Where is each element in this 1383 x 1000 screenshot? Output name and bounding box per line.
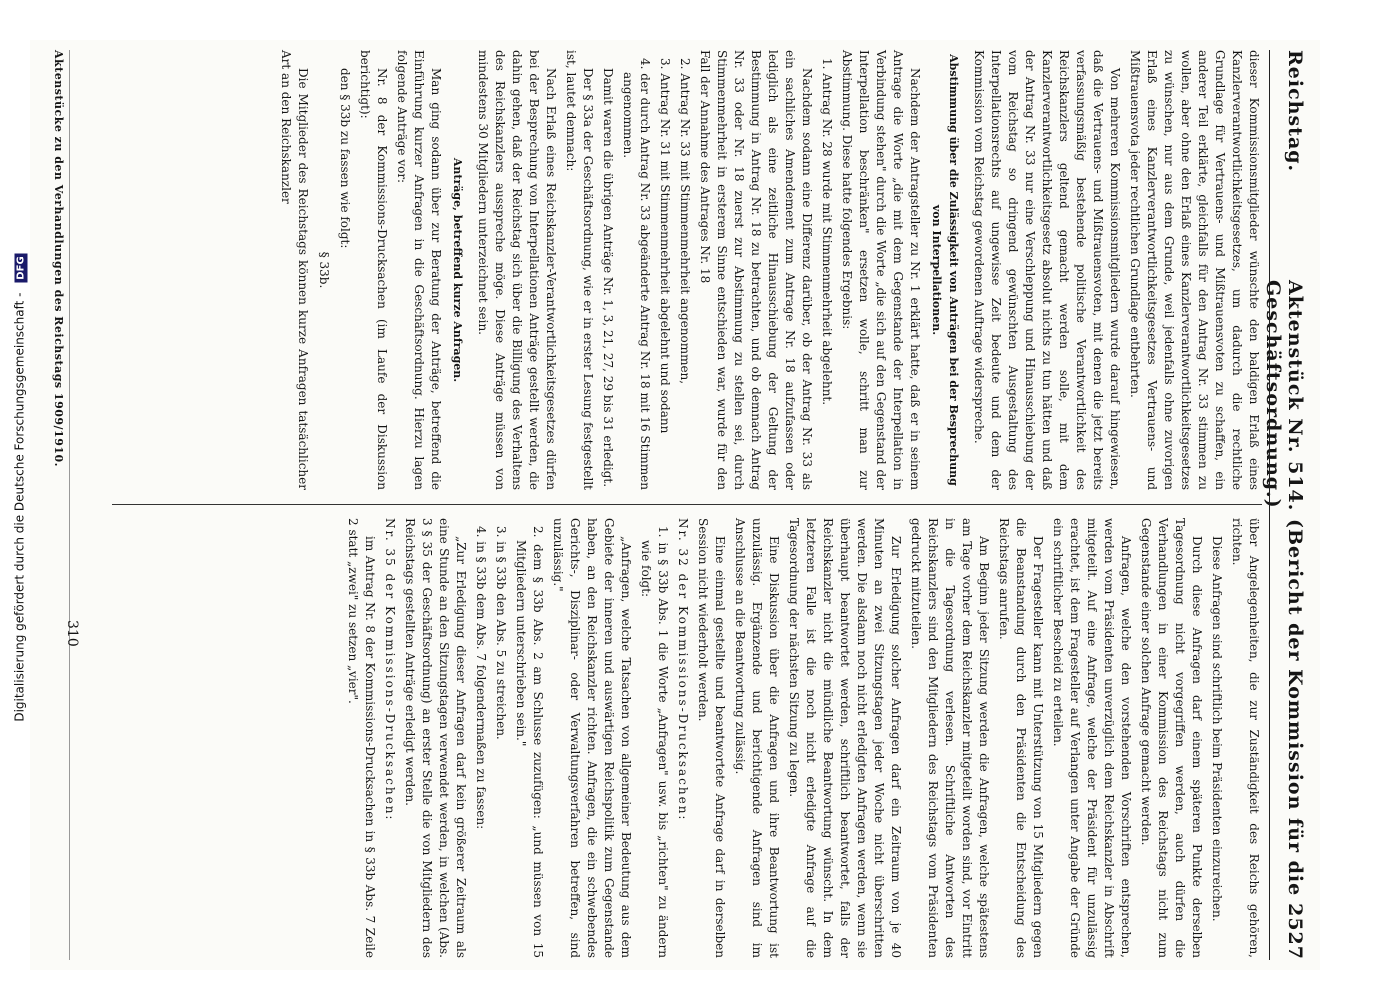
- paragraph: Zur Erledigung solcher Anfragen darf ein Zeitraum von je 40 Minuten an zwei Sitzungstagen jeder Woche nicht überschritten werden. Die alsdann noch nicht erledigten Anfragen werden, wenn sie überhaupt beantwortet werden, schriftlich beantwortet, falls der Reichskanzler nicht die mündliche Beantwortung wünscht. In dem letzteren Falle ist die noch nicht erledigte Anfrage auf die Tagesordnung der nächsten Sitzung zu legen.: [787, 518, 903, 958]
- paragraph: Nachdem der Antragsteller zu Nr. 1 erklärt hatte, daß er in seinem Antrage die Worte „die mit dem Gegenstande der Interpellation in Verbindung stehen" durch die Worte „die sich auf den Gegenstand der Interpellation beschränken" ersetzen wolle, schritt man zur Abstimmung. Diese hatte folgendes Ergebnis:: [840, 50, 922, 490]
- dfg-logo: DFG: [15, 253, 28, 282]
- section-number: § 33b.: [317, 251, 331, 289]
- page-footer: Aktenstücke zu den Verhandlungen des Reichstags 1909/1910.: [52, 50, 65, 467]
- left-column: [102, 50, 1262, 490]
- paragraph: Der § 33a der Geschäftsordnung, wie er in erster Lesung festgestellt ist, lautet demnach:: [564, 50, 595, 490]
- paragraph: Diese Anfragen sind schriftlich beim Präsidenten einzureichen.: [1210, 536, 1224, 922]
- section-heading: Abstimmung über die Zulässigkeit von Anträgen bei der Besprechung von Interpellationen.: [930, 54, 960, 486]
- quoted-paragraph: „Zur Erledigung dieser Anfragen darf kein größerer Zeitraum als eine Stunde an den Sitzungstagen verwendet werden, in welchen (Abs. 3 § 35 der Geschäftsordnung) an erster Stelle die von Mitgliedern des Reichstags gestellten Anträge erledigt werden.: [403, 518, 468, 958]
- list-item: 2. Antrag Nr. 33 mit Stimmenmehrheit angenommen,: [678, 58, 692, 385]
- header-left: Reichstag.: [1284, 50, 1306, 173]
- paragraph: Man ging sodann über zur Beratung der Anträge, betreffend die Einführung kurzer Anfragen in die Geschäftsordnung. Hierzu lagen folgende Anträge vor:: [395, 50, 443, 490]
- digitization-credit: [13, 0, 28, 978]
- section-heading: Anträge, betreffend kurze Anfragen.: [451, 157, 464, 383]
- list-item: 3. in § 33b den Abs. 5 zu streichen.: [494, 526, 508, 740]
- footer-page-number: 310: [64, 620, 80, 647]
- list-item: 1. Antrag Nr. 28 wurde mit Stimmenmehrheit abgelehnt.: [820, 58, 834, 406]
- paragraph: den § 33b zu fassen wie folgt:: [338, 68, 352, 249]
- list-item: 4. in § 33b dem Abs. 7 folgendermaßen zu fassen:: [474, 526, 488, 830]
- page-header: [1262, 50, 1306, 960]
- scanned-document-page: [30, 40, 1320, 970]
- quoted-paragraph: Nach Erlaß eines Reichskanzler-Verantwortlichkeitsgesetzes dürfen bei der Besprechung von Interpellationen Anträge gestellt werden, die dahin gehen, daß der Reichstag sich über die Billigung des Verhaltens des Reichskanzlers ausspreche möge. Diese Anträge müssen von mindestens 30 Mitgliedern unterzeichnet sein.: [476, 50, 558, 490]
- paragraph: Nr. 35 der Kommissions-Drucksachen:: [383, 518, 397, 822]
- paragraph: Durch diese Anfragen darf einem späteren Punkte derselben Tagesordnung nicht vorgegriffen werden, auch dürfen die Verhandlungen in einer Kommission des Reichstags nicht zum Gegenstande einer solchen Anfrage gemacht werden.: [1139, 518, 1204, 958]
- paragraph: über Angelegenheiten, die zur Zuständigkeit des Reichs gehören, richten.: [1230, 518, 1261, 958]
- rotated-page: [30, 40, 1320, 970]
- paragraph: Anfragen, welche den vorstehenden Vorschriften entsprechen, werden vom Präsidenten unverzüglich dem Reichskanzler in Abschrift mitgeteilt. Auf eine Anfrage, welche der Präsident für unzulässig erachtet, ist dem Fragesteller auf Verlangen unter Angabe der Gründe ein schriftlicher Bescheid zu erteilen.: [1051, 518, 1133, 958]
- paragraph: Der Fragesteller kann mit Unterstützung von 15 Mitgliedern gegen die Beanstandung durch den Präsidenten die Entscheidung des Reichstags anrufen.: [997, 518, 1045, 958]
- paragraph: im Antrag Nr. 8 der Kommissions-Drucksachen in § 33b Abs. 7 Zeile 2 statt „zwei" zu setzen „vier".: [346, 518, 377, 958]
- paragraph: Die Mitglieder des Reichstags können kurze Anfragen tatsächlicher Art an den Reichskanzler: [279, 50, 310, 490]
- column-divider: [112, 504, 1262, 505]
- header-title: Aktenstück Nr. 514. (Bericht der Kommission für die Geschäftsordnung.): [1262, 280, 1306, 897]
- paragraph: Eine einmal gestellte und beantwortete Anfrage darf in derselben Session nicht wiederholt werden.: [696, 518, 727, 958]
- right-column: [102, 518, 1262, 958]
- paragraph: Von mehreren Kommissionsmitgliedern wurde darauf hingewiesen, daß die Vertrauens- und Mißtrauensvoten, mit denen die jetzt bereits verfassungsmäßig bestehende politische Verantwortlichkeit des Reichskanzlers geltend gemacht werden solle, mit dem Kanzlerverantwortlichkeitsgesetz absolut nichts zu tun hätten und daß der Antrag Nr. 33 nur eine Verschleppung und Hinausschiebung der vom Reichstag so dringend gewünschten Ausgestaltung des Interpellationsrechts auf ungewisse Zeit bedeute und dem der Kommission vom Reichstag gewordenen Auftrage widerspreche.: [972, 50, 1122, 490]
- paragraph: Damit waren die übrigen Anträge Nr. 1, 3, 21, 27, 29 bis 31 erledigt.: [601, 68, 615, 488]
- list-item: 4. der durch Antrag Nr. 33 abgeänderte Antrag Nr. 18 mit 16 Stimmen angenommen.: [621, 58, 652, 490]
- list-item: 1. in § 33b Abs. 1 die Worte „Anfragen" usw. bis „richten" zu ändern wie folgt:: [639, 526, 670, 958]
- list-item: 3. Antrag Nr. 31 mit Stimmenmehrheit abgelehnt und sodann: [658, 58, 672, 434]
- paragraph: dieser Kommissionsmitglieder wünschte den baldigen Erlaß eines Kanzlerverantwortlichkeitsgesetzes, um dadurch die rechtliche Grundlage für Vertrauens- und Mißtrauensvoten zu schaffen, ein anderer Teil erklärte, gleichfalls für den Antrag Nr. 33 stimmen zu wollen, aber ohne den Erlaß eines Kanzlerverantwortlichkeitsgesetzes zu wünschen, nur aus dem Grunde, weil jedenfalls ohne zuvorigen Erlaß eines Kanzlerverantwortlichkeitsgesetzes Vertrauens- und Mißtrauensvota jeder rechtlichen Grundlage entbehrten.: [1128, 50, 1261, 490]
- paragraph: Eine Diskussion über die Anfragen und ihre Beantwortung ist unzulässig. Ergänzende und berichtigende Anfragen sind im Anschlusse an die Beantwortung zulässig.: [733, 518, 781, 958]
- header-page-number: 2527: [1284, 903, 1306, 960]
- paragraph: Nr. 32 der Kommissions-Drucksachen:: [676, 518, 690, 822]
- paragraph: Nachdem sodann eine Differenz darüber, ob der Antrag Nr. 33 als ein sachliches Amendement zum Antrage Nr. 18 aufzufassen oder lediglich als eine zeitliche Hinausschiebung der Geltung der Bestimmung in Antrag Nr. 18 zu betrachten, und ob demnach Antrag Nr. 33 oder Nr. 18 zuerst zur Abstimmung zu stellen sei, durch Stimmenmehrheit in ersterem Sinne entschieden war, wurde für den Fall der Annahme des Antrages Nr. 18: [698, 50, 814, 490]
- quoted-paragraph: „Anfragen, welche Tatsachen von allgemeiner Bedeutung aus dem Gebiete der inneren und auswärtigen Reichspolitik zum Gegenstande haben, an den Reichskanzler richten. Anfragen, die ein schwebendes Gerichts-, Disziplinar- oder Verwaltungsverfahren betreffen, sind unzulässig.": [551, 518, 633, 958]
- paragraph: Nr. 8 der Kommissions-Drucksachen (im Laufe der Diskussion berichtigt):: [358, 50, 389, 490]
- paragraph: Am Beginn jeder Sitzung werden die Anfragen, welche spätestens am Tage vorher dem Reichskanzler mitgeteilt worden sind, vor Eintritt in die Tagesordnung verlesen. Schriftliche Antworten des Reichskanzlers sind den Mitgliedern des Reichstags vom Präsidenten gedruckt mitzuteilen.: [909, 518, 991, 958]
- header-rule: [1269, 50, 1270, 960]
- list-item: 2. dem § 33b Abs. 2 am Schlusse zuzufügen: „und müssen von 15 Mitgliedern unterschrieben sein.": [514, 526, 545, 958]
- credit-text: Digitalisierung gefördert durch die Deutsche Forschungsgemeinschaft -: [12, 292, 27, 722]
- footer-rule: [69, 50, 70, 960]
